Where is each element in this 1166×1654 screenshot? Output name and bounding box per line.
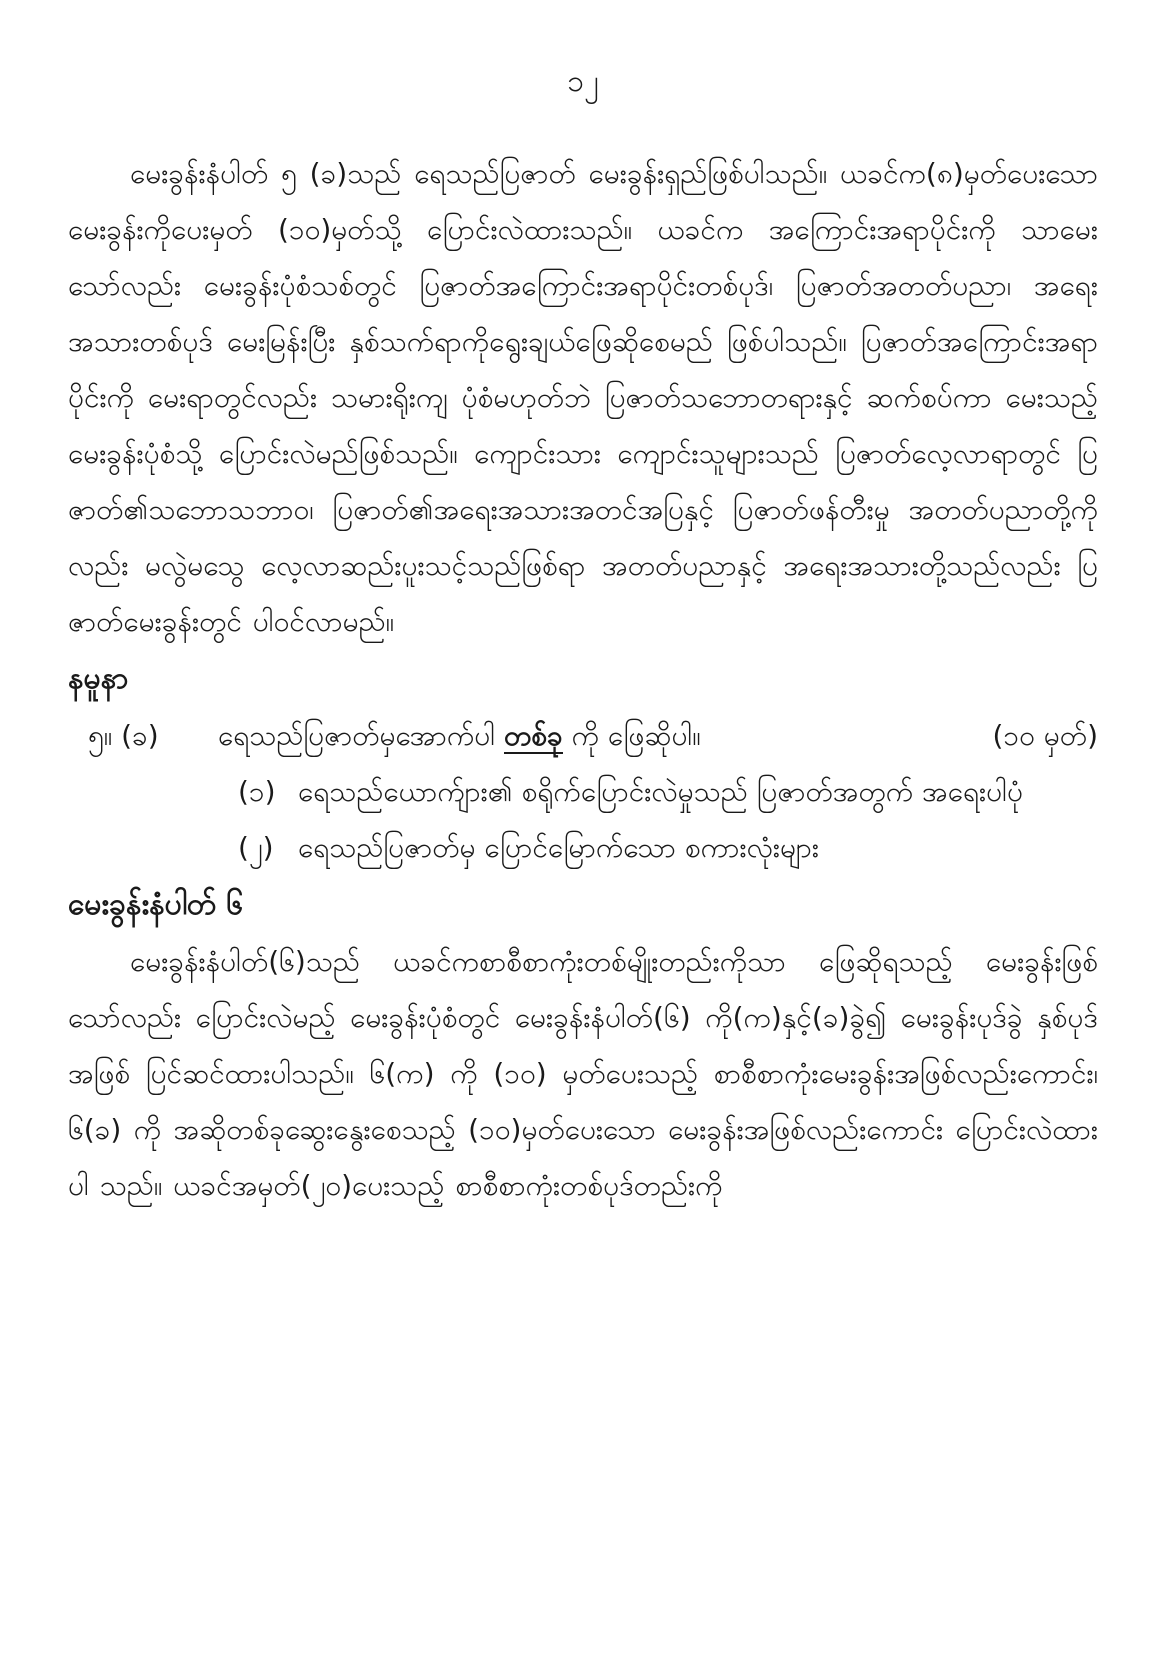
- sample-heading: နမူနာ: [68, 661, 129, 696]
- section6-paragraph: မေးခွန်းနံပါတ်(၆)သည် ယခင်ကစာစီစာကုံးတစ်မျိုးတည်းကိုသာ ဖြေဆိုရသည့် မေးခွန်းဖြစ်သော်လည်း ပြောင်းလဲမည့် မေးခွန်းပုံစံတွင် မေးခွန်းနံပါတ်(၆) ကို(က)နှင့်(ခ)ခွဲ၍ မေးခွန်းပုဒ်ခွဲ နှစ်ပုဒ်အဖြစ် ပြင်ဆင်ထားပါသည်။ ၆(က) ကို (၁၀) မှတ်ပေးသည့် စာစီစာကုံးမေးခွန်းအဖြစ်လည်းကောင်း၊ ၆(ခ) ကို အဆိုတစ်ခုဆွေးနွေးစေသည့် (၁၀)မှတ်ပေးသော မေးခွန်းအဖြစ်လည်းကောင်း ပြောင်းလဲထားပါ သည်။ ယခင်အမှတ်(၂၀)ပေးသည့် စာစီစာကုံးတစ်ပုဒ်တည်းကို: [68, 945, 1098, 1202]
- section6-heading: မေးခွန်းနံပါတ် ၆: [68, 887, 244, 922]
- question-row: [68, 708, 1098, 764]
- intro-paragraph: မေးခွန်းနံပါတ် ၅ (ခ)သည် ရေသည်ပြဇာတ် မေးခွန်းရှည်ဖြစ်ပါသည်။ ယခင်က(၈)မှတ်ပေးသော မေးခွန်းကိုပေးမှတ် (၁၀)မှတ်သို့ ပြောင်းလဲထားသည်။ ယခင်က အကြောင်းအရာပိုင်းကို သာမေးသော်လည်း မေးခွန်းပုံစံသစ်တွင် ပြဇာတ်အကြောင်းအရာပိုင်းတစ်ပုဒ်၊ ပြဇာတ်အတတ်ပညာ၊ အရေးအသားတစ်ပုဒ် မေးမြန်းပြီး နှစ်သက်ရာကိုရွေးချယ်ဖြေဆိုစေမည် ဖြစ်ပါသည်။ ပြဇာတ်အကြောင်းအရာပိုင်းကို မေးရာတွင်လည်း သမားရိုးကျ ပုံစံမဟုတ်ဘဲ ပြဇာတ်သဘောတရားနှင့် ဆက်စပ်ကာ မေးသည့် မေးခွန်းပုံစံသို့ ပြောင်းလဲမည်ဖြစ်သည်။ ကျောင်းသား ကျောင်းသူများသည် ပြဇာတ်လေ့လာရာတွင် ပြဇာတ်၏သဘောသဘာဝ၊ ပြဇာတ်၏အရေးအသားအတင်အပြနှင့် ပြဇာတ်ဖန်တီးမှု အတတ်ပညာတို့ကိုလည်း မလွဲမသွေ လေ့လာဆည်းပူးသင့်သည်ဖြစ်ရာ အတတ်ပညာနှင့် အရေးအသားတို့သည်လည်း ပြဇာတ်မေးခွန်းတွင် ပါဝင်လာမည်။: [68, 157, 1098, 638]
- page-content: [68, 146, 1098, 1214]
- question-text-after: ကို ဖြေဆိုပါ။: [562, 719, 701, 752]
- question-text-before: ရေသည်ပြဇာတ်မှအောက်ပါ: [218, 719, 504, 752]
- option-text: ရေသည်ယောက်ျား၏ စရိုက်ပြောင်းလဲမှုသည် ပြဇာတ်အတွက် အရေးပါပုံ: [298, 775, 1023, 808]
- option-row: [68, 764, 1098, 820]
- question-underlined-word: တစ်ခု: [503, 719, 563, 752]
- question-number: ၅။ (ခ): [88, 719, 159, 752]
- option-row: [68, 820, 1098, 876]
- option-text: ရေသည်ပြဇာတ်မှ ပြောင်မြောက်သော စကားလုံးများ: [298, 831, 820, 864]
- question-text: [218, 708, 898, 764]
- page-number: ၁၂: [567, 64, 599, 99]
- option-number: (၂): [238, 831, 274, 864]
- option-number: (၁): [238, 775, 276, 808]
- question-marks: (၁၀ မှတ်): [992, 719, 1098, 752]
